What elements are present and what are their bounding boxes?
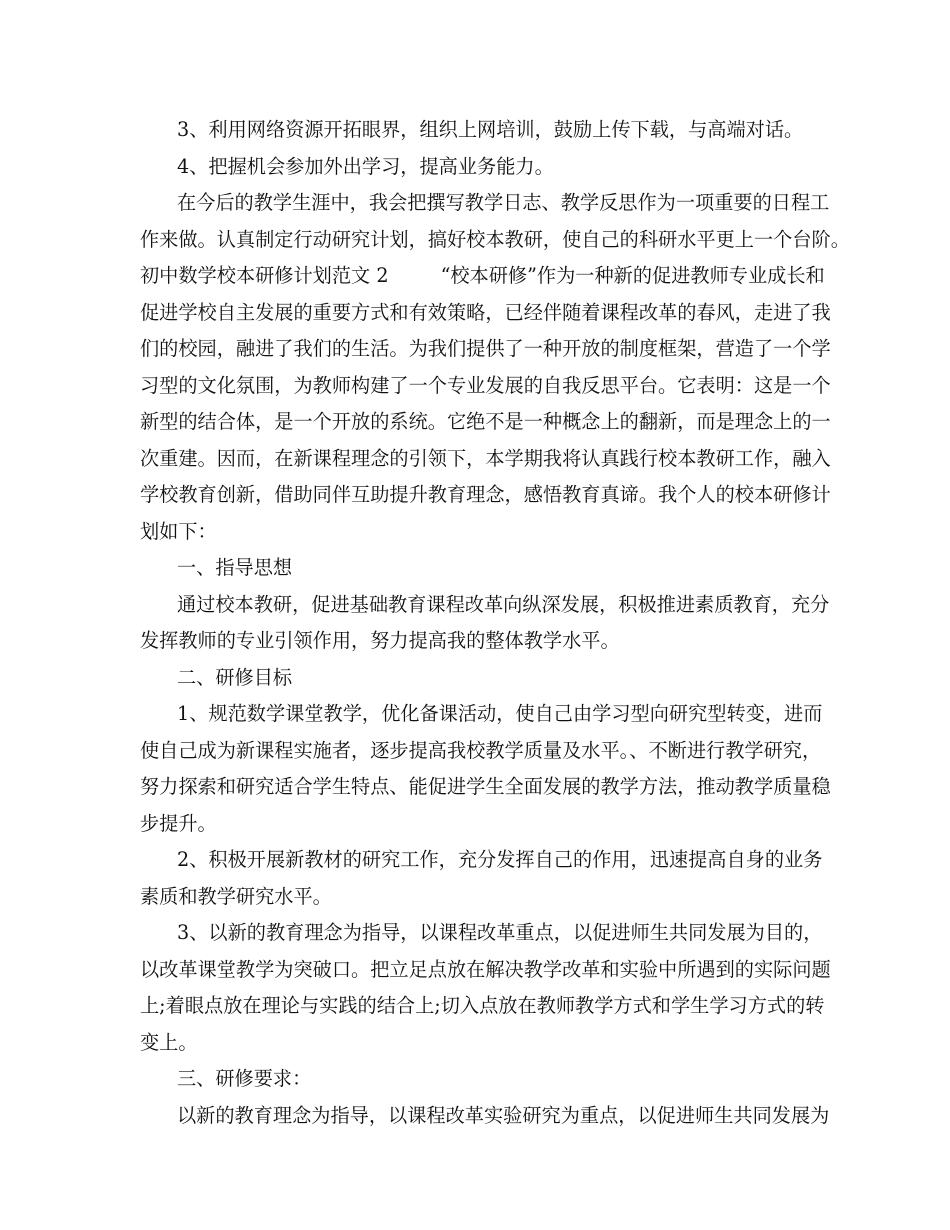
document-body xyxy=(140,112,850,1134)
text-line: 新型的结合体，是一个开放的系统。它绝不是一种概念上的翻新，而是理念上的一 xyxy=(140,410,831,433)
text-line: 次重建。因而，在新课程理念的引领下，本学期我将认真践行校本教研工作，融入 xyxy=(140,446,831,470)
text-line: 们的校园，融进了我们的生活。为我们提供了一种开放的制度框架，营造了一个学 xyxy=(140,337,831,360)
section-heading: 二、研修目标 xyxy=(177,665,293,689)
text-line: 2、积极开展新教材的研究工作，充分发挥自己的作用，迅速提高自身的业务 xyxy=(177,848,823,871)
text-line: 变上。 xyxy=(140,1030,198,1054)
text-line: 1、规范数学课堂教学，优化备课活动，使自己由学习型向研究型转变，进而 xyxy=(177,702,823,725)
text-line: 努力探索和研究适合学生特点、能促进学生全面发展的教学方法，推动教学质量稳 xyxy=(140,775,831,798)
section-heading: 三、研修要求： xyxy=(177,1067,312,1090)
text-line: 以改革课堂教学为突破口。把立足点放在解决教学改革和实验中所遇到的实际问题 xyxy=(140,957,831,981)
text-line: 以新的教育理念为指导，以课程改革实验研究为重点，以促进师生共同发展为 xyxy=(177,1103,830,1127)
text-line: 素质和教学研究水平。 xyxy=(140,884,332,908)
text-line: 3、利用网络资源开拓眼界，组织上网培训，鼓励上传下载，与高端对话。 xyxy=(177,118,804,141)
text-line-fragment: “校本研修”作为一种新的促进教师专业成长和 xyxy=(440,264,825,287)
text-line: 3、以新的教育理念为指导，以课程改革重点，以促进师生共同发展为目的， xyxy=(177,921,823,944)
article-title: 初中数学校本研修计划范文 2 xyxy=(140,264,389,287)
text-line: 促进学校自主发展的重要方式和有效策略，已经伴随着课程改革的春风，走进了我 xyxy=(140,300,831,324)
text-line xyxy=(140,258,830,295)
text-line: 习型的文化氛围，为教师构建了一个专业发展的自我反思平台。它表明：这是一个 xyxy=(140,373,831,397)
text-line: 上;着眼点放在理论与实践的结合上;切入点放在教师教学方式和学生学习方式的转 xyxy=(140,994,825,1017)
section-heading: 一、指导思想 xyxy=(177,556,293,579)
text-line: 4、把握机会参加外出学习，提高业务能力。 xyxy=(177,154,554,178)
text-line: 通过校本教研，促进基础教育课程改革向纵深发展，积极推进素质教育，充分 xyxy=(177,592,830,616)
text-line: 划如下： xyxy=(140,519,217,543)
text-line: 在今后的教学生涯中，我会把撰写教学日志、教学反思作为一项重要的日程工 xyxy=(177,191,830,214)
text-line: 步提升。 xyxy=(140,811,217,835)
text-line: 学校教育创新，借助同伴互助提升教育理念，感悟教育真谛。我个人的校本研修计 xyxy=(140,483,831,506)
text-line: 发挥教师的专业引领作用，努力提高我的整体教学水平。 xyxy=(140,629,620,652)
text-line: 使自己成为新课程实施者，逐步提高我校教学质量及水平。、不断进行教学研究， xyxy=(140,738,822,762)
text-line: 作来做。认真制定行动研究计划，搞好校本教研，使自己的科研水平更上一个台阶。 xyxy=(140,227,850,251)
